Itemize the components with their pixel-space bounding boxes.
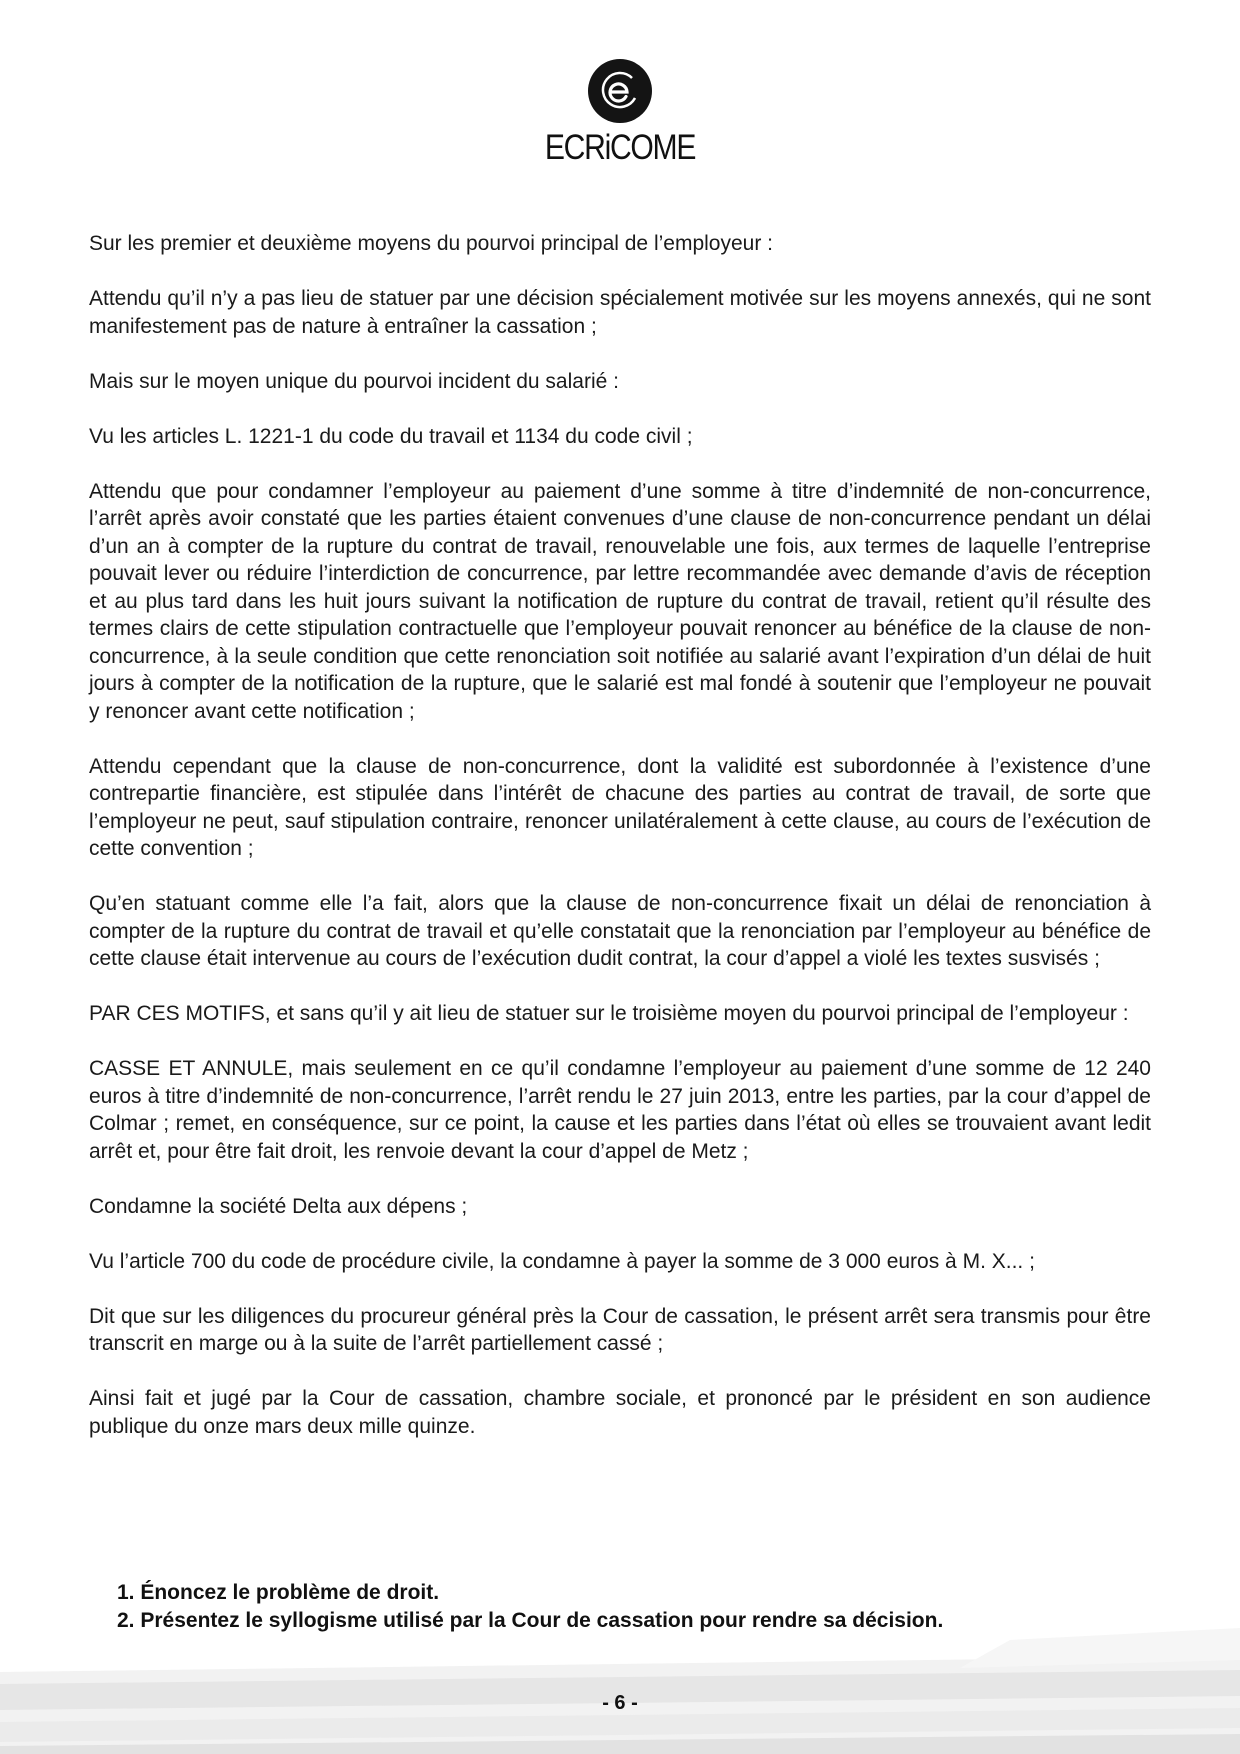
document-body bbox=[89, 230, 1151, 1468]
paragraph: Vu les articles L. 1221-1 du code du travail et 1134 du code civil ; bbox=[89, 424, 693, 448]
paragraph: Condamne la société Delta aux dépens ; bbox=[89, 1194, 468, 1218]
paragraph: Attendu que pour condamner l’employeur au paiement d’une somme à titre d’indemnité de non-concurrence, l’arrêt après avoir constaté que les parties étaient convenues d’une clause de non-concurrence pendant un délai d’un an à compter de la rupture du contrat de travail, renouvelable une fois, aux termes de laquelle l’entreprise pouvait lever ou réduire l’interdiction de concurrence, par lettre recommandée avec demande d’avis de réception et au plus tard dans les huit jours suivant la notification de rupture du contrat de travail, retient qu’il résulte des termes clairs de cette stipulation contractuelle que l’employeur pouvait renoncer au bénéfice de la clause de non-concurrence, à la seule condition que cette renonciation soit notifiée au salarié avant l’expiration d’un délai de huit jours à compter de la notification de la rupture, que le salarié est mal fondé à soutenir que l’employeur ne pouvait y renoncer avant cette notification ; bbox=[89, 479, 1151, 723]
logo-wordmark: ECRiCOME bbox=[544, 128, 696, 167]
ecricome-logo bbox=[0, 58, 1240, 168]
paragraph: Vu l’article 700 du code de procédure civile, la condamne à payer la somme de 3 000 euros à M. X... ; bbox=[89, 1249, 1035, 1273]
paragraph: PAR CES MOTIFS, et sans qu’il y ait lieu de statuer sur le troisième moyen du pourvoi principal de l’employeur : bbox=[89, 1002, 1129, 1025]
question-item: 2. Présentez le syllogisme utilisé par la Cour de cassation pour rendre sa décision. bbox=[117, 1608, 944, 1632]
paragraph: Attendu qu’il n’y a pas lieu de statuer par une décision spécialement motivée sur les moyens annexés, qui ne sont manifestement pas de nature à entraîner la cassation ; bbox=[89, 287, 1151, 338]
paragraph: CASSE ET ANNULE, mais seulement en ce qu’il condamne l’employeur au paiement d’une somme de 12 240 euros à titre d’indemnité de non-concurrence, l’arrêt rendu le 27 juin 2013, entre les parties, par la cour d’appel de Colmar ; remet, en conséquence, sur ce point, la cause et les parties dans l’état où elles se trouvaient avant ledit arrêt et, pour être fait droit, les renvoie devant la cour d’appel de Metz ; bbox=[89, 1057, 1151, 1163]
ecricome-e-icon bbox=[587, 58, 653, 124]
paragraph: Dit que sur les diligences du procureur général près la Cour de cassation, le présent arrêt sera transmis pour être transcrit en marge ou à la suite de l’arrêt partiellement cassé ; bbox=[89, 1304, 1151, 1355]
paragraph: Ainsi fait et jugé par la Cour de cassation, chambre sociale, et prononcé par le président en son audience publique du onze mars deux mille quinze. bbox=[89, 1387, 1151, 1438]
page-number: - 6 - bbox=[602, 1692, 638, 1714]
footer-background-bands bbox=[0, 1620, 1240, 1754]
paragraph: Attendu cependant que la clause de non-concurrence, dont la validité est subordonnée à l’existence d’une contrepartie financière, est stipulée dans l’intérêt de chacune des parties au contrat de travail, de sorte que l’employeur ne peut, sauf stipulation contraire, renoncer unilatéralement à cette clause, au cours de l’exécution de cette convention ; bbox=[89, 754, 1151, 860]
paragraph: Sur les premier et deuxième moyens du pourvoi principal de l’employeur : bbox=[89, 232, 773, 255]
paragraph: Qu’en statuant comme elle l’a fait, alors que la clause de non-concurrence fixait un délai de renonciation à compter de la rupture du contrat de travail et qu’elle constatait que la renonciation par l’employeur au bénéfice de cette clause était intervenue au cours de l’exécution dudit contrat, la cour d’appel a violé les textes susvisés ; bbox=[89, 892, 1151, 970]
question-item: 1. Énoncez le problème de droit. bbox=[117, 1581, 440, 1604]
paragraph: Mais sur le moyen unique du pourvoi incident du salarié : bbox=[89, 369, 619, 393]
